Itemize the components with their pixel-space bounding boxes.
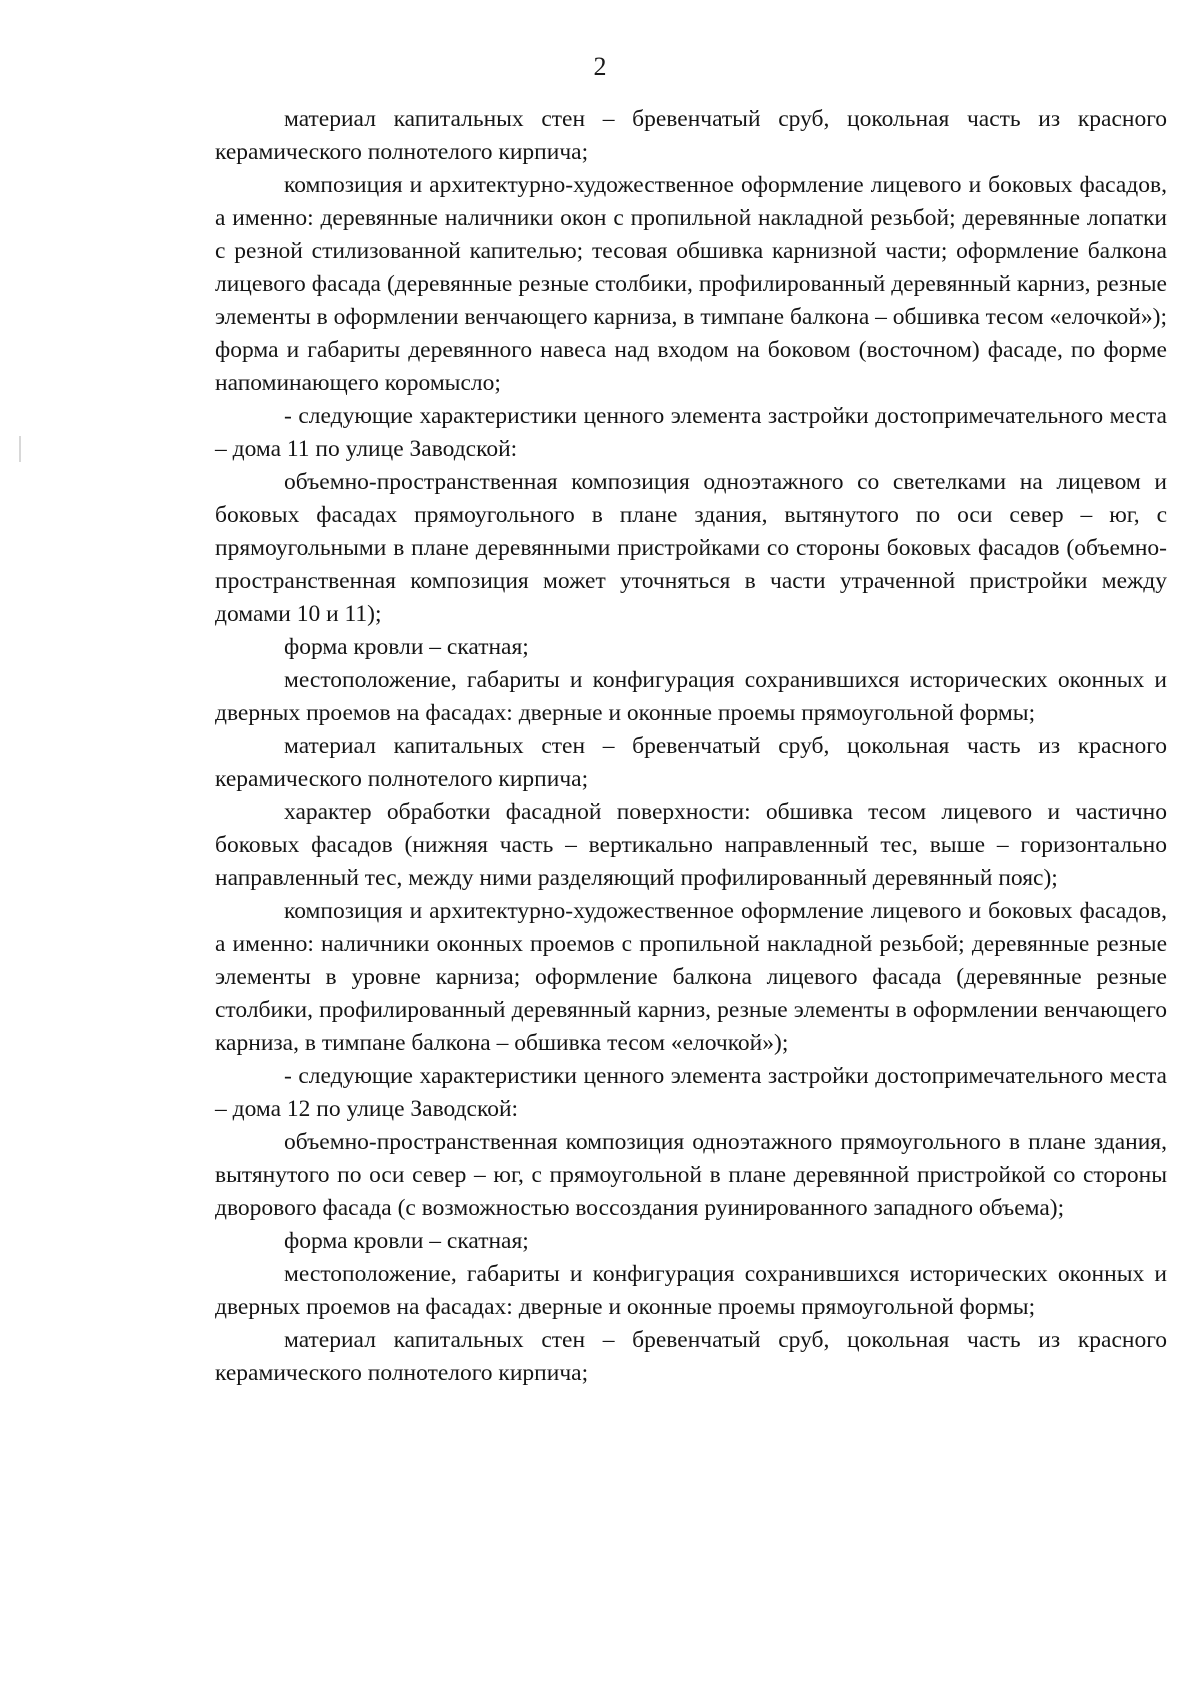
scan-margin-mark [19, 436, 21, 462]
paragraph: - следующие характеристики ценного элемента застройки достопримечательного места – дома 11 по улице Заводской: [215, 403, 1167, 462]
paragraph: материал капитальных стен – бревенчатый сруб, цокольная часть из красного керамического полнотелого кирпича; [215, 1327, 1167, 1386]
paragraph: - следующие характеристики ценного элемента застройки достопримечательного места – дома 12 по улице Заводской: [215, 1063, 1167, 1122]
paragraph: материал капитальных стен – бревенчатый сруб, цокольная часть из красного керамического полнотелого кирпича; [215, 106, 1167, 165]
paragraph: форма кровли – скатная; [284, 1228, 529, 1254]
paragraph: местоположение, габариты и конфигурация сохранившихся исторических оконных и дверных проемов на фасадах: дверные и оконные проемы прямоугольной формы; [215, 1261, 1167, 1320]
paragraph: объемно-пространственная композиция одноэтажного прямоугольного в плане здания, вытянутого по оси север – юг, с прямоугольной в плане деревянной пристройкой со стороны дворового фасада (с возможностью воссоздания руинированного западного объема); [215, 1129, 1167, 1221]
paragraph: характер обработки фасадной поверхности: обшивка тесом лицевого и частично боковых фасадов (нижняя часть – вертикально направленный тес, выше – горизонтально направленный тес, между ними разделяющий профилированный деревянный пояс); [215, 799, 1167, 891]
page-number: 2 [593, 52, 607, 81]
paragraph: композиция и архитектурно-художественное оформление лицевого и боковых фасадов, а именно: наличники оконных проемов с пропильной накладной резьбой; деревянные резные элементы в уровне карниза; оформление балкона лицевого фасада (деревянные резные столбики, профилированный деревянный карниз, резные элементы в оформлении венчающего карниза, в тимпане балкона – обшивка тесом «елочкой»); [215, 898, 1167, 1056]
paragraph: материал капитальных стен – бревенчатый сруб, цокольная часть из красного керамического полнотелого кирпича; [215, 733, 1167, 792]
paragraph: композиция и архитектурно-художественное оформление лицевого и боковых фасадов, а именно: деревянные наличники окон с пропильной накладной резьбой; деревянные лопатки с резной стилизованной капителью; тесовая обшивка карнизной части; оформление балкона лицевого фасада (деревянные резные столбики, профилированный деревянный карниз, резные элементы в оформлении венчающего карниза, в тимпане балкона – обшивка тесом «елочкой»); форма и габариты деревянного навеса над входом на боковом (восточном) фасаде, по форме напоминающего коромысло; [215, 172, 1167, 396]
paragraph: объемно-пространственная композиция одноэтажного со светелками на лицевом и боковых фасадах прямоугольного в плане здания, вытянутого по оси север – юг, с прямоугольными в плане деревянными пристройками со стороны боковых фасадов (объемно-пространственная композиция может уточняться в части утраченной пристройки между домами 10 и 11); [215, 469, 1167, 627]
paragraph: форма кровли – скатная; [284, 634, 529, 660]
document-body [215, 103, 1167, 1390]
paragraph: местоположение, габариты и конфигурация сохранившихся исторических оконных и дверных проемов на фасадах: дверные и оконные проемы прямоугольной формы; [215, 667, 1167, 726]
